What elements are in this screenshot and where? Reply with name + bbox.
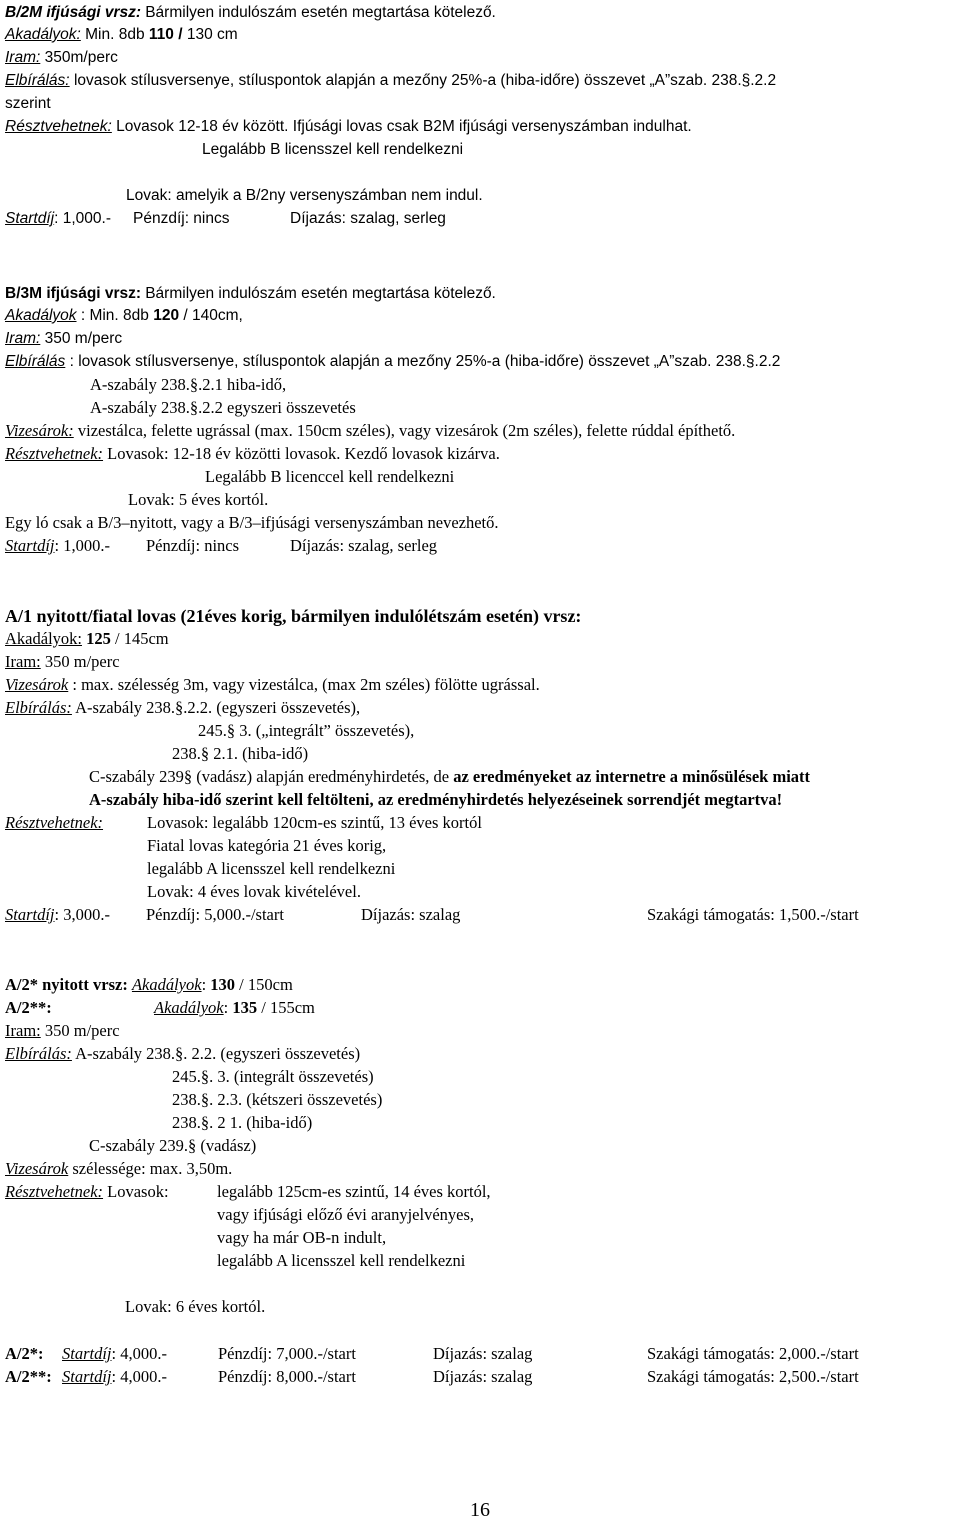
- b2m-resztvehetnek-label: Résztvehetnek:: [5, 118, 112, 135]
- b2m-iram-value: 350m/perc: [44, 49, 118, 66]
- b3m-dijazas: Díjazás: szalag, serleg: [290, 536, 438, 555]
- a2-resztvehetnek-4: legalább A licensszel kell rendelkezni: [217, 1251, 466, 1270]
- a2-iram-line: [5, 1021, 120, 1041]
- b2m-licensz: Legalább B licensszel kell rendelkezni: [202, 141, 464, 158]
- a1-akadalyok-bold: 125: [86, 629, 111, 648]
- a1-title: A/1 nyitott/fiatal lovas (21éves korig, bármilyen indulólétszám esetén) vrsz:: [5, 606, 582, 626]
- b2m-title: B/2M ifjúsági vrsz:: [5, 4, 142, 21]
- a1-startdij-label: Startdíj: [5, 905, 55, 924]
- a2-akadalyok-post-2: / 155cm: [261, 998, 315, 1017]
- a2-elbiralas-2: 245.§. 3. (integrált összevetés): [172, 1067, 374, 1086]
- b3m-szabaly-1: A-szabály 238.§.2.1 hiba-idő,: [90, 375, 287, 394]
- a2-resztvehetnek-line: [5, 1182, 169, 1202]
- a2starstar-szakagi: Szakági támogatás: 2,500.-/start: [647, 1367, 859, 1386]
- b3m-iram-label: Iram:: [5, 330, 41, 347]
- b3m-iram-line: [5, 329, 122, 349]
- a1-resztvehetnek-line: [5, 813, 103, 833]
- a2star-dijazas: Díjazás: szalag: [433, 1344, 533, 1363]
- a2star-startdij-value: : 4,000.-: [111, 1344, 167, 1363]
- b3m-elbiralas-label: Elbírálás: [5, 353, 66, 370]
- b2m-akadalyok-line: [5, 25, 238, 45]
- a1-akadalyok-label: Akadályok:: [5, 629, 82, 648]
- a1-cszabaly-cont: A-szabály hiba-idő szerint kell feltölteni, az eredményhirdetés helyezéseinek sorrendjét megtartva!: [89, 790, 783, 809]
- b3m-vizesarok-line: [5, 421, 735, 441]
- a1-resztvehetnek-1: Lovasok: legalább 120cm-es szintű, 13 éves kortól: [147, 813, 482, 832]
- a1-penzdij: Pénzdíj: 5,000.-/start: [146, 905, 284, 924]
- a1-resztvehetnek-4: Lovak: 4 éves lovak kivételével.: [147, 882, 361, 901]
- a2starstar-fees-line: [5, 1367, 52, 1387]
- a2-vizesarok-value: szélessége: max. 3,50m.: [72, 1159, 233, 1178]
- b3m-vizesarok-label: Vizesárok:: [5, 421, 74, 440]
- a1-iram-line: [5, 652, 120, 672]
- b3m-note: Egy ló csak a B/3–nyitott, vagy a B/3–ifjúsági versenyszámban nevezhető.: [5, 513, 499, 532]
- a2starstar-startdij-value: : 4,000.-: [111, 1367, 167, 1386]
- a1-cszabaly-line: [89, 767, 810, 787]
- a1-resztvehetnek-2: Fiatal lovas kategória 21 éves korig,: [147, 836, 387, 855]
- b2m-akadalyok-label: Akadályok:: [5, 26, 81, 43]
- b2m-akadalyok-bold: 110 /: [148, 26, 183, 43]
- a1-elbiralas-2: 245.§ 3. („integrált” összevetés),: [198, 721, 415, 740]
- b3m-lovak: Lovak: 5 éves kortól.: [128, 490, 269, 509]
- b3m-akadalyok-bold: 120: [153, 307, 180, 324]
- a2-vizesarok-label: Vizesárok: [5, 1159, 69, 1178]
- a1-elbiralas-label: Elbírálás:: [5, 698, 72, 717]
- b3m-startdij-label: Startdíj: [5, 536, 55, 555]
- b2m-akadalyok-post: 130 cm: [186, 26, 238, 43]
- a2star-fees-line: [5, 1344, 44, 1364]
- a2star-szakagi: Szakági támogatás: 2,000.-/start: [647, 1344, 859, 1363]
- a1-dijazas: Díjazás: szalag: [361, 905, 461, 924]
- a1-resztvehetnek-3: legalább A licensszel kell rendelkezni: [147, 859, 396, 878]
- a1-iram-value: 350 m/perc: [44, 652, 120, 671]
- b2m-startdij-value: : 1,000.-: [54, 210, 111, 227]
- a2-iram-label: Iram:: [5, 1021, 41, 1040]
- a1-elbiralas-line: [5, 698, 360, 718]
- a1-elbiralas-3: 238.§ 2.1. (hiba-idő): [172, 744, 309, 763]
- a1-akadalyok-line: [5, 629, 169, 649]
- b3m-startdij-value: : 1,000.-: [54, 536, 110, 555]
- a2-cszabaly: C-szabály 239.§ (vadász): [89, 1136, 257, 1155]
- a2-akadalyok-bold-1: 130: [210, 975, 236, 994]
- b3m-akadalyok-line: [5, 306, 243, 326]
- b2m-elbiralas-label: Elbírálás:: [5, 72, 70, 89]
- b2m-elbiralas-line: [5, 71, 776, 91]
- b3m-title-rest: Bármilyen indulószám esetén megtartása kötelező.: [145, 285, 496, 302]
- a2-title-2: A/2**:: [5, 998, 52, 1017]
- a2-iram-value: 350 m/perc: [44, 1021, 120, 1040]
- a2starstar-fee-label: A/2**:: [5, 1367, 52, 1386]
- a2-elbiralas-3: 238.§. 2.3. (kétszeri összevetés): [172, 1090, 383, 1109]
- b3m-iram-value: 350 m/perc: [44, 330, 123, 347]
- a2star-startdij: [62, 1344, 167, 1364]
- b2m-penzdij: Pénzdíj: nincs: [133, 210, 230, 227]
- a2-akadalyok-post-1: / 150cm: [239, 975, 293, 994]
- a2-elbiralas-label: Elbírálás:: [5, 1044, 72, 1063]
- a2-resztvehetnek-3: vagy ha már OB-n indult,: [217, 1228, 387, 1247]
- a2starstar-startdij: [62, 1367, 167, 1387]
- a2-resztvehetnek-2: vagy ifjúsági előző évi aranyjelvényes,: [217, 1205, 475, 1224]
- b2m-elbiralas-cont: szerint: [5, 95, 51, 112]
- b3m-elbiralas-value: : lovasok stílusversenye, stíluspontok alapján a mezőny 25%-a (hiba-időre) összevet „A”szab. 238.§.2.2: [69, 353, 781, 370]
- b2m-startdij-label: Startdíj: [5, 210, 55, 227]
- a1-elbiralas-value: A-szabály 238.§.2.2. (egyszeri összevetés),: [75, 698, 361, 717]
- a2-heading-1: [5, 975, 293, 995]
- b3m-resztvehetnek-value: Lovasok: 12-18 év közötti lovasok. Kezdő lovasok kizárva.: [107, 444, 500, 463]
- a1-vizesarok-value: : max. szélesség 3m, vagy vizestálca, (max 2m széles) fölötte ugrással.: [72, 675, 540, 694]
- b3m-akadalyok-pre: : Min. 8db: [80, 307, 149, 324]
- a2-akadalyok-label-1: Akadályok: [131, 975, 202, 994]
- b3m-akadalyok-post: / 140cm,: [183, 307, 243, 324]
- b3m-resztvehetnek-label: Résztvehetnek:: [5, 444, 104, 463]
- a2starstar-startdij-label: Startdíj: [62, 1367, 112, 1386]
- b3m-akadalyok-label: Akadályok: [5, 307, 77, 324]
- a2-resztvehetnek-label: Résztvehetnek:: [5, 1182, 104, 1201]
- a2-elbiralas-4: 238.§. 2 1. (hiba-idő): [172, 1113, 313, 1132]
- b3m-title: B/3M ifjúsági vrsz:: [5, 285, 142, 302]
- a2-resztvehetnek-1: legalább 125cm-es szintű, 14 éves kortól,: [217, 1182, 491, 1201]
- a2-resztvehetnek-pre: Lovasok:: [107, 1182, 169, 1201]
- a2star-penzdij: Pénzdíj: 7,000.-/start: [218, 1344, 356, 1363]
- a1-fees-line: [5, 905, 110, 925]
- b3m-vizesarok-value: vizestálca, felette ugrással (max. 150cm széles), vagy vizesárok (2m széles), felette rúddal építhető.: [77, 421, 736, 440]
- b2m-iram-line: [5, 48, 118, 68]
- a2starstar-penzdij: Pénzdíj: 8,000.-/start: [218, 1367, 356, 1386]
- b2m-fees-line: [5, 209, 111, 229]
- a1-cszabaly-pre: C-szabály 239§ (vadász) alapján eredményhirdetés, de: [89, 767, 454, 786]
- a2-heading-2: [5, 998, 52, 1018]
- a2-elbiralas-line: [5, 1044, 360, 1064]
- a2-colon-1: :: [201, 975, 207, 994]
- b3m-szabaly-2: A-szabály 238.§.2.2 egyszeri összevetés: [90, 398, 356, 417]
- a1-startdij-value: : 3,000.-: [54, 905, 110, 924]
- a1-szakagi: Szakági támogatás: 1,500.-/start: [647, 905, 859, 924]
- b2m-title-rest: Bármilyen indulószám esetén megtartása kötelező.: [145, 4, 496, 21]
- a2-lovak: Lovak: 6 éves kortól.: [125, 1297, 266, 1316]
- page-number: 16: [470, 1499, 490, 1521]
- b3m-penzdij: Pénzdíj: nincs: [146, 536, 240, 555]
- b3m-elbiralas-line: [5, 352, 780, 372]
- a1-resztvehetnek-label: Résztvehetnek:: [5, 813, 104, 832]
- b2m-elbiralas-value: lovasok stílusversenye, stíluspontok alapján a mezőny 25%-a (hiba-időre) összevet „A”szab. 238.§.2.2: [73, 72, 777, 89]
- a1-vizesarok-line: [5, 675, 540, 695]
- a2-title-1: A/2* nyitott vrsz:: [5, 975, 128, 994]
- a1-akadalyok-post: / 145cm: [114, 629, 169, 648]
- b2m-lovak: Lovak: amelyik a B/2ny versenyszámban nem indul.: [126, 187, 483, 204]
- b2m-resztvehetnek-line: [5, 117, 692, 137]
- a2starstar-dijazas: Díjazás: szalag: [433, 1367, 533, 1386]
- b2m-dijazas: Díjazás: szalag, serleg: [290, 210, 446, 227]
- a2-akadalyok-2-line: [154, 998, 315, 1018]
- b2m-heading-line: [5, 2, 496, 23]
- b2m-resztvehetnek-value: Lovasok 12-18 év között. Ifjúsági lovas csak B2M ifjúsági versenyszámban indulhat.: [116, 118, 692, 135]
- a2-akadalyok-bold-2: 135: [232, 998, 258, 1017]
- a1-cszabaly-bold: az eredményeket az internetre a minősülések miatt: [453, 767, 811, 786]
- a2-akadalyok-label-2: Akadályok: [154, 998, 224, 1017]
- a2-colon-2: :: [223, 998, 229, 1017]
- a2star-startdij-label: Startdíj: [62, 1344, 112, 1363]
- a2-vizesarok-line: [5, 1159, 232, 1179]
- b3m-heading-line: [5, 283, 496, 304]
- b3m-licensz: Legalább B licenccel kell rendelkezni: [205, 467, 455, 486]
- b2m-iram-label: Iram:: [5, 49, 41, 66]
- a1-vizesarok-label: Vizesárok: [5, 675, 69, 694]
- b3m-resztvehetnek-line: [5, 444, 500, 464]
- b3m-fees-line: [5, 536, 110, 556]
- b2m-akadalyok-pre: Min. 8db: [85, 26, 145, 43]
- a1-iram-label: Iram:: [5, 652, 41, 671]
- a2star-fee-label: A/2*:: [5, 1344, 44, 1363]
- a2-elbiralas-value: A-szabály 238.§. 2.2. (egyszeri összevetés): [75, 1044, 361, 1063]
